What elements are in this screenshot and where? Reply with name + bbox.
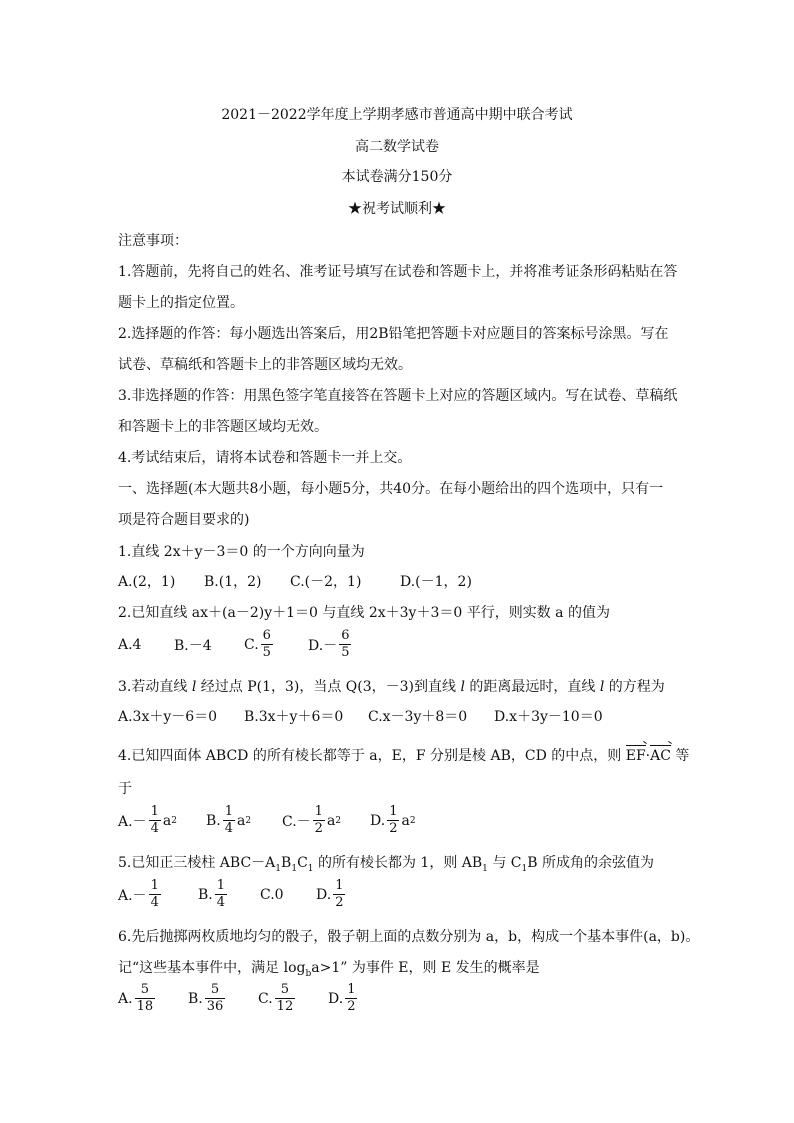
exam-title: 2021－2022学年度上学期孝感市普通高中期中联合考试 <box>221 107 573 123</box>
fraction: $\frac{1}{2}$ <box>335 878 344 910</box>
q6-option-b: B. $\frac{5}{36}$ <box>188 982 224 1014</box>
q5-option-b: B. $\frac{1}{4}$ <box>198 878 226 910</box>
q4-option-b: B. $\frac{1}{4}$ a 2 <box>206 804 252 836</box>
q5-option-d: D. $\frac{1}{2}$ <box>316 878 344 910</box>
notice-line: 3.非选择题的作答：用黑色签字笔直接答在答题卡上对应的答题区域内。写在试卷、草稿纸 <box>118 388 678 404</box>
fraction: $\frac{1}{4}$ <box>150 804 159 836</box>
q5-options <box>118 878 347 911</box>
q1-option-c: C.(－2，1) <box>290 574 362 590</box>
q2-option-d: D.－ $\frac{6}{5}$ <box>308 628 350 660</box>
q3-option-a: A.3x＋y－6＝0 <box>118 709 218 725</box>
notice-heading: 注意事项： <box>118 233 188 249</box>
vector-ef: EF <box>625 748 646 764</box>
q3-option-b: B.3x＋y＋6＝0 <box>244 709 344 725</box>
q3-stem: 3.若动直线 l 经过点 P(1，3)，当点 Q(3，－3)到直线 l 的距离最远时，直线 l 的方程为 <box>118 679 665 695</box>
fraction: $\frac{1}{4}$ <box>216 878 226 910</box>
notice-line: 1.答题前，先将自己的姓名、准考证号填写在试卷和答题卡上，并将准考证条形码粘贴在答 <box>118 264 678 280</box>
q2-option-b: B.－4 <box>174 637 212 654</box>
q5-option-a: A.－ $\frac{1}{4}$ <box>118 878 159 910</box>
subject-title: 高二数学试卷 <box>355 139 439 155</box>
q2-stem: 2.已知直线 ax＋(a－2)y＋1＝0 与直线 2x＋3y＋3＝0 平行，则实数 a 的值为 <box>118 605 610 621</box>
fraction: $\frac{6}{5}$ <box>341 628 350 660</box>
q1-option-a: A.(2，1) <box>118 574 176 590</box>
q4-option-a: A.－ $\frac{1}{4}$ a 2 <box>118 804 177 836</box>
q3-options <box>118 706 603 726</box>
fraction: $\frac{1}{2}$ <box>314 804 323 836</box>
q1-option-b: B.(1，2) <box>204 574 262 590</box>
q6-options <box>118 982 359 1015</box>
vector-ac: AC <box>650 748 671 764</box>
q1-stem: 1.直线 2x＋y－3＝0 的一个方向向量为 <box>118 544 365 560</box>
q6-stem-cont: 记“这些基本事件中，满足 $\log_ba>1$” 为事件 E，则 E 发生的概率是 <box>118 960 540 979</box>
fraction: $\frac{5}{12}$ <box>276 982 294 1014</box>
notice-line: 4.考试结束后，请将本试卷和答题卡一并上交。 <box>118 450 412 466</box>
q6-option-a: A. $\frac{5}{18}$ <box>118 982 154 1014</box>
q4-options <box>118 804 416 837</box>
notice-line: 试卷、草稿纸和答题卡上的非答题区域均无效。 <box>118 357 412 373</box>
fraction: $\frac{1}{4}$ <box>150 878 159 910</box>
q5-option-c: C.0 <box>260 886 284 903</box>
q2-option-a: A.4 <box>118 636 142 653</box>
section-heading: 一、选择题(本大题共8小题，每小题5分，共40分。在每小题给出的四个选项中，只有一 <box>118 481 664 497</box>
section-heading-cont: 项是符合题目要求的) <box>118 512 250 528</box>
fraction: $\frac{1}{4}$ <box>224 804 234 836</box>
fraction: $\frac{5}{36}$ <box>206 982 224 1014</box>
q1-options <box>118 571 472 591</box>
notice-line: 和答题卡上的非答题区域均无效。 <box>118 419 328 435</box>
fraction: $\frac{5}{18}$ <box>136 982 154 1014</box>
q5-stem: 5.已知正三棱柱 $ABC-A_1B_1C_1$ 的所有棱长都为 1，则 $AB_1$ 与 $C_1B$ 所成角的余弦值为 <box>118 855 655 874</box>
full-score: 本试卷满分150分 <box>341 169 453 185</box>
q4-option-d: D. $\frac{1}{2}$ a 2 <box>370 804 416 836</box>
wish-line: ★祝考试顺利★ <box>348 201 446 217</box>
q6-stem: 6.先后抛掷两枚质地均匀的骰子，骰子朝上面的点数分别为 a，b，构成一个基本事件(a，b)。 <box>118 929 700 945</box>
q6-option-c: C. $\frac{5}{12}$ <box>258 982 294 1014</box>
fraction: $\frac{1}{2}$ <box>347 982 356 1014</box>
q2-option-c: C. $\frac{6}{5}$ <box>244 628 271 660</box>
q4-stem: 4.已知四面体 ABCD 的所有棱长都等于 a，E，F 分别是棱 AB，CD 的中点，则 EF·AC 等 <box>118 748 690 764</box>
notice-line: 2.选择题的作答：每小题选出答案后，用2B铅笔把答题卡对应题目的答案标号涂黑。写在 <box>118 326 669 342</box>
q1-option-d: D.(－1，2) <box>400 574 472 590</box>
fraction: $\frac{1}{2}$ <box>389 804 398 836</box>
notice-line: 题卡上的指定位置。 <box>118 295 244 311</box>
q3-option-d: D.x＋3y－10＝0 <box>494 709 603 725</box>
fraction: $\frac{6}{5}$ <box>262 628 271 660</box>
q4-option-c: C.－ $\frac{1}{2}$ a 2 <box>282 804 342 836</box>
q4-stem-cont: 于 <box>118 781 132 797</box>
q2-options <box>118 628 353 661</box>
q3-option-c: C.x－3y＋8＝0 <box>368 709 468 725</box>
q6-option-d: D. $\frac{1}{2}$ <box>328 982 356 1014</box>
